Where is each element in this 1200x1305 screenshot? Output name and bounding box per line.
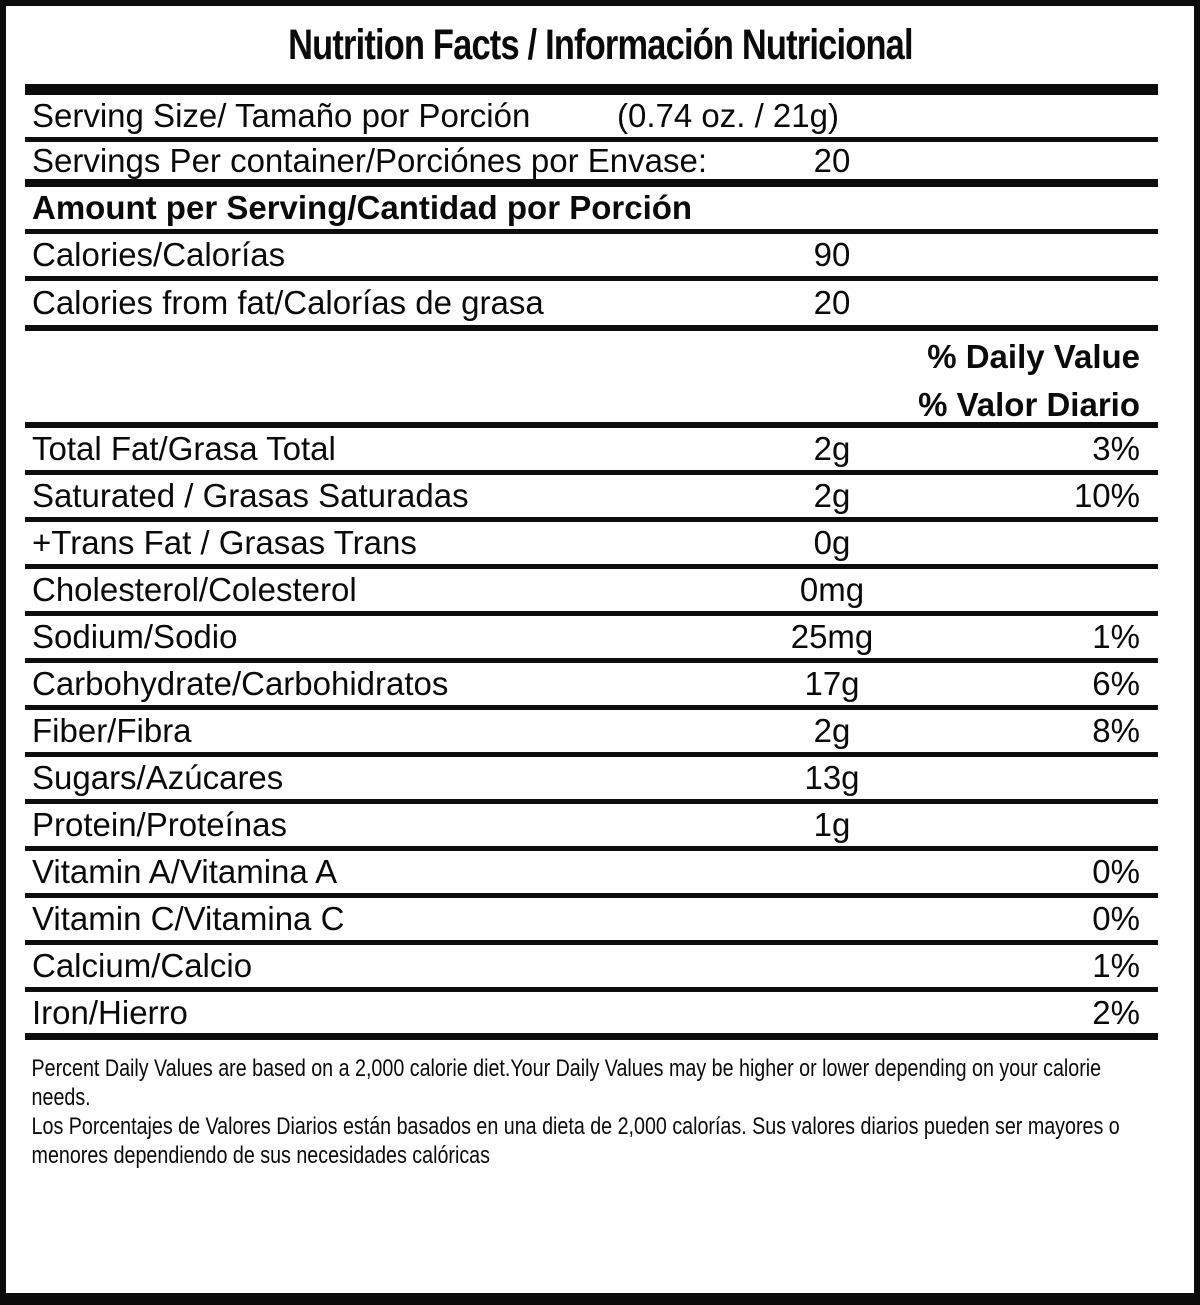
- nutrient-amount: 25mg: [790, 618, 874, 655]
- nutrient-label: Cholesterol/Colesterol: [32, 571, 357, 608]
- daily-value-footnote: [25, 1040, 1157, 1170]
- nutrient-row-sugars: [25, 757, 1158, 804]
- calories-value: 90: [813, 236, 851, 273]
- title-divider-bar: [25, 84, 1158, 95]
- calories-from-fat-label: Calories from fat/Calorías de grasa: [32, 284, 544, 321]
- nutrient-label: Protein/Proteínas: [32, 806, 287, 843]
- nutrient-row-calcium: [25, 945, 1158, 992]
- nutrient-label: Calcium/Calcio: [32, 947, 253, 984]
- nutrient-label: Sugars/Azúcares: [32, 759, 284, 796]
- nutrient-row-sodium: [25, 616, 1158, 663]
- serving-size-label: Serving Size/ Tamaño por Porción: [32, 97, 531, 134]
- nutrient-dv: 10%: [1073, 477, 1140, 514]
- footnote-english: Percent Daily Values are based on a 2,000 calorie diet.Your Daily Values may be higher or lower depending on your calorie needs.: [31, 1055, 1102, 1111]
- nutrient-amount: 2g: [813, 430, 851, 467]
- nutrient-dv: 0%: [1092, 853, 1140, 890]
- calories-row: [25, 234, 1158, 281]
- nutrient-amount: 0g: [813, 524, 851, 561]
- nutrient-dv: 6%: [1092, 665, 1140, 702]
- nutrient-amount: 13g: [804, 759, 860, 796]
- nutrient-row-trans-fat: [25, 522, 1158, 569]
- nutrient-dv: 0%: [1092, 900, 1140, 937]
- nutrient-row-protein: [25, 804, 1158, 851]
- nutrient-row-iron: [25, 992, 1158, 1040]
- nutrient-row-vitamin-c: [25, 898, 1158, 945]
- label-header: [6, 6, 1194, 84]
- nutrient-label: Iron/Hierro: [32, 993, 188, 1031]
- nutrient-label: Vitamin C/Vitamina C: [32, 900, 345, 937]
- nutrient-row-fiber: [25, 710, 1158, 757]
- serving-size-row: [25, 95, 1158, 142]
- serving-size-value: (0.74 oz. / 21g): [617, 97, 839, 134]
- amount-per-serving-heading-row: [25, 187, 1158, 234]
- nutrient-label: Sodium/Sodio: [32, 618, 238, 655]
- nutrient-dv: 2%: [1092, 993, 1140, 1031]
- servings-per-container-row: [25, 142, 1158, 187]
- label-title: Nutrition Facts / Información Nutricional: [287, 20, 913, 69]
- nutrient-label: Saturated / Grasas Saturadas: [32, 477, 469, 514]
- calories-label: Calories/Calorías: [32, 236, 286, 273]
- nutrient-label: Vitamin A/Vitamina A: [32, 853, 338, 890]
- nutrient-row-carbohydrate: [25, 663, 1158, 710]
- servings-per-container-value: 20: [813, 142, 851, 179]
- calories-from-fat-value: 20: [813, 284, 851, 321]
- nutrient-row-vitamin-a: [25, 851, 1158, 898]
- calories-from-fat-row: [25, 281, 1158, 331]
- nutrient-label: Total Fat/Grasa Total: [32, 430, 336, 467]
- nutrient-amount: 17g: [804, 665, 860, 702]
- daily-value-heading: [25, 331, 1158, 428]
- nutrient-dv: 3%: [1092, 430, 1140, 467]
- nutrient-amount: 2g: [813, 477, 851, 514]
- nutrient-dv: 8%: [1092, 712, 1140, 749]
- footnote-spanish: Los Porcentajes de Valores Diarios están basados en una dieta de 2,000 calorías. Sus valores diarios pueden ser mayores o menores dependiendo de sus necesidades calóricas: [31, 1113, 1120, 1169]
- amount-per-serving-heading: Amount per Serving/Cantidad por Porción: [32, 189, 693, 226]
- daily-value-heading-en: % Daily Value: [927, 338, 1140, 375]
- nutrient-row-saturated-fat: [25, 475, 1158, 522]
- nutrient-dv: 1%: [1092, 947, 1140, 984]
- servings-per-container-label: Servings Per container/Porciónes por Envase:: [32, 142, 708, 179]
- nutrient-amount: 2g: [813, 712, 851, 749]
- nutrient-row-total-fat: [25, 428, 1158, 475]
- nutrient-amount: 1g: [813, 806, 851, 843]
- nutrient-row-cholesterol: [25, 569, 1158, 616]
- nutrient-label: Fiber/Fibra: [32, 712, 192, 749]
- nutrient-label: Carbohydrate/Carbohidratos: [32, 665, 449, 702]
- nutrient-label: +Trans Fat / Grasas Trans: [32, 524, 417, 561]
- daily-value-heading-es: % Valor Diario: [918, 386, 1140, 423]
- nutrient-amount: 0mg: [799, 571, 865, 608]
- nutrient-dv: 1%: [1092, 618, 1140, 655]
